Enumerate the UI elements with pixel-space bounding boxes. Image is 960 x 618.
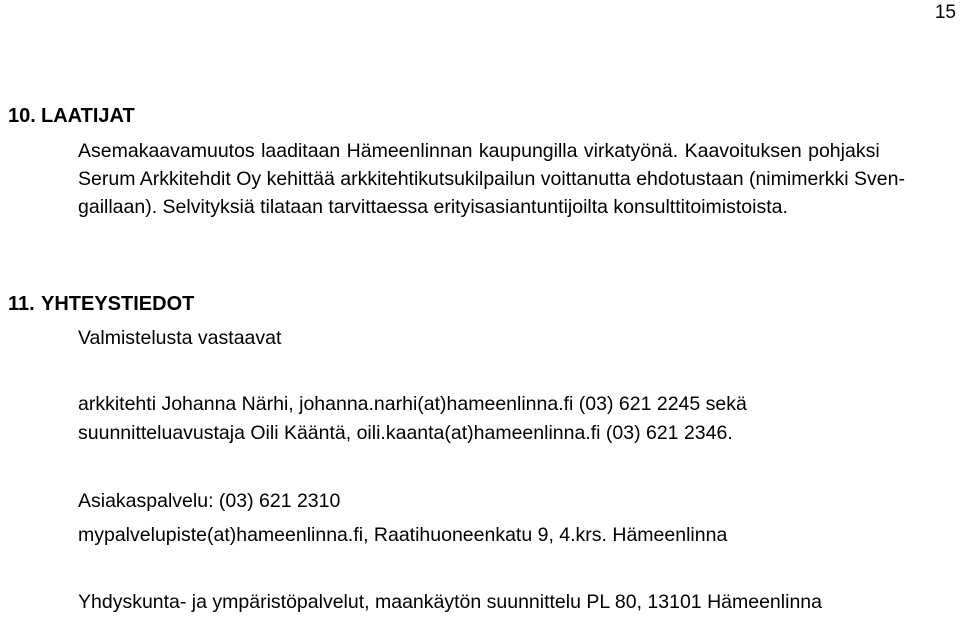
section-number: 10.	[8, 105, 36, 127]
section-heading-yhteystiedot	[8, 292, 194, 316]
contact-line-architect: arkkitehti Johanna Närhi, johanna.narhi(at)hameenlinna.fi (03) 621 2245 sekä	[78, 393, 747, 415]
section-number: 11.	[8, 293, 35, 315]
contact-line-assistant: suunnitteluavustaja Oili Kääntä, oili.kaanta(at)hameenlinna.fi (03) 621 2346.	[78, 422, 733, 444]
paragraph-line-2: Serum Arkkitehdit Oy kehittää arkkitehtikutsukilpailun voittanutta ehdotustaan (nimimerkki Sven-	[78, 168, 905, 190]
paragraph-line-3: gaillaan). Selvityksiä tilataan tarvittaessa erityisasiantuntijoilta konsulttitoimistoista.	[78, 196, 788, 218]
postal-address: Yhdyskunta- ja ympäristöpalvelut, maankäytön suunnittelu PL 80, 13101 Hämeenlinna	[78, 591, 822, 613]
section-title: YHTEYSTIEDOT	[41, 293, 195, 315]
paragraph-line-1: Asemakaavamuutos laaditaan Hämeenlinnan kaupungilla virkatyönä. Kaavoituksen pohjaksi	[78, 140, 880, 162]
contacts-intro: Valmistelusta vastaavat	[78, 327, 282, 349]
page-number: 15	[934, 2, 956, 23]
customer-service-phone: Asiakaspalvelu: (03) 621 2310	[78, 490, 341, 512]
section-title: LAATIJAT	[41, 105, 135, 127]
section-heading-laatijat	[8, 104, 135, 128]
customer-service-address: mypalvelupiste(at)hameenlinna.fi, Raatihuoneenkatu 9, 4.krs. Hämeenlinna	[78, 524, 728, 546]
